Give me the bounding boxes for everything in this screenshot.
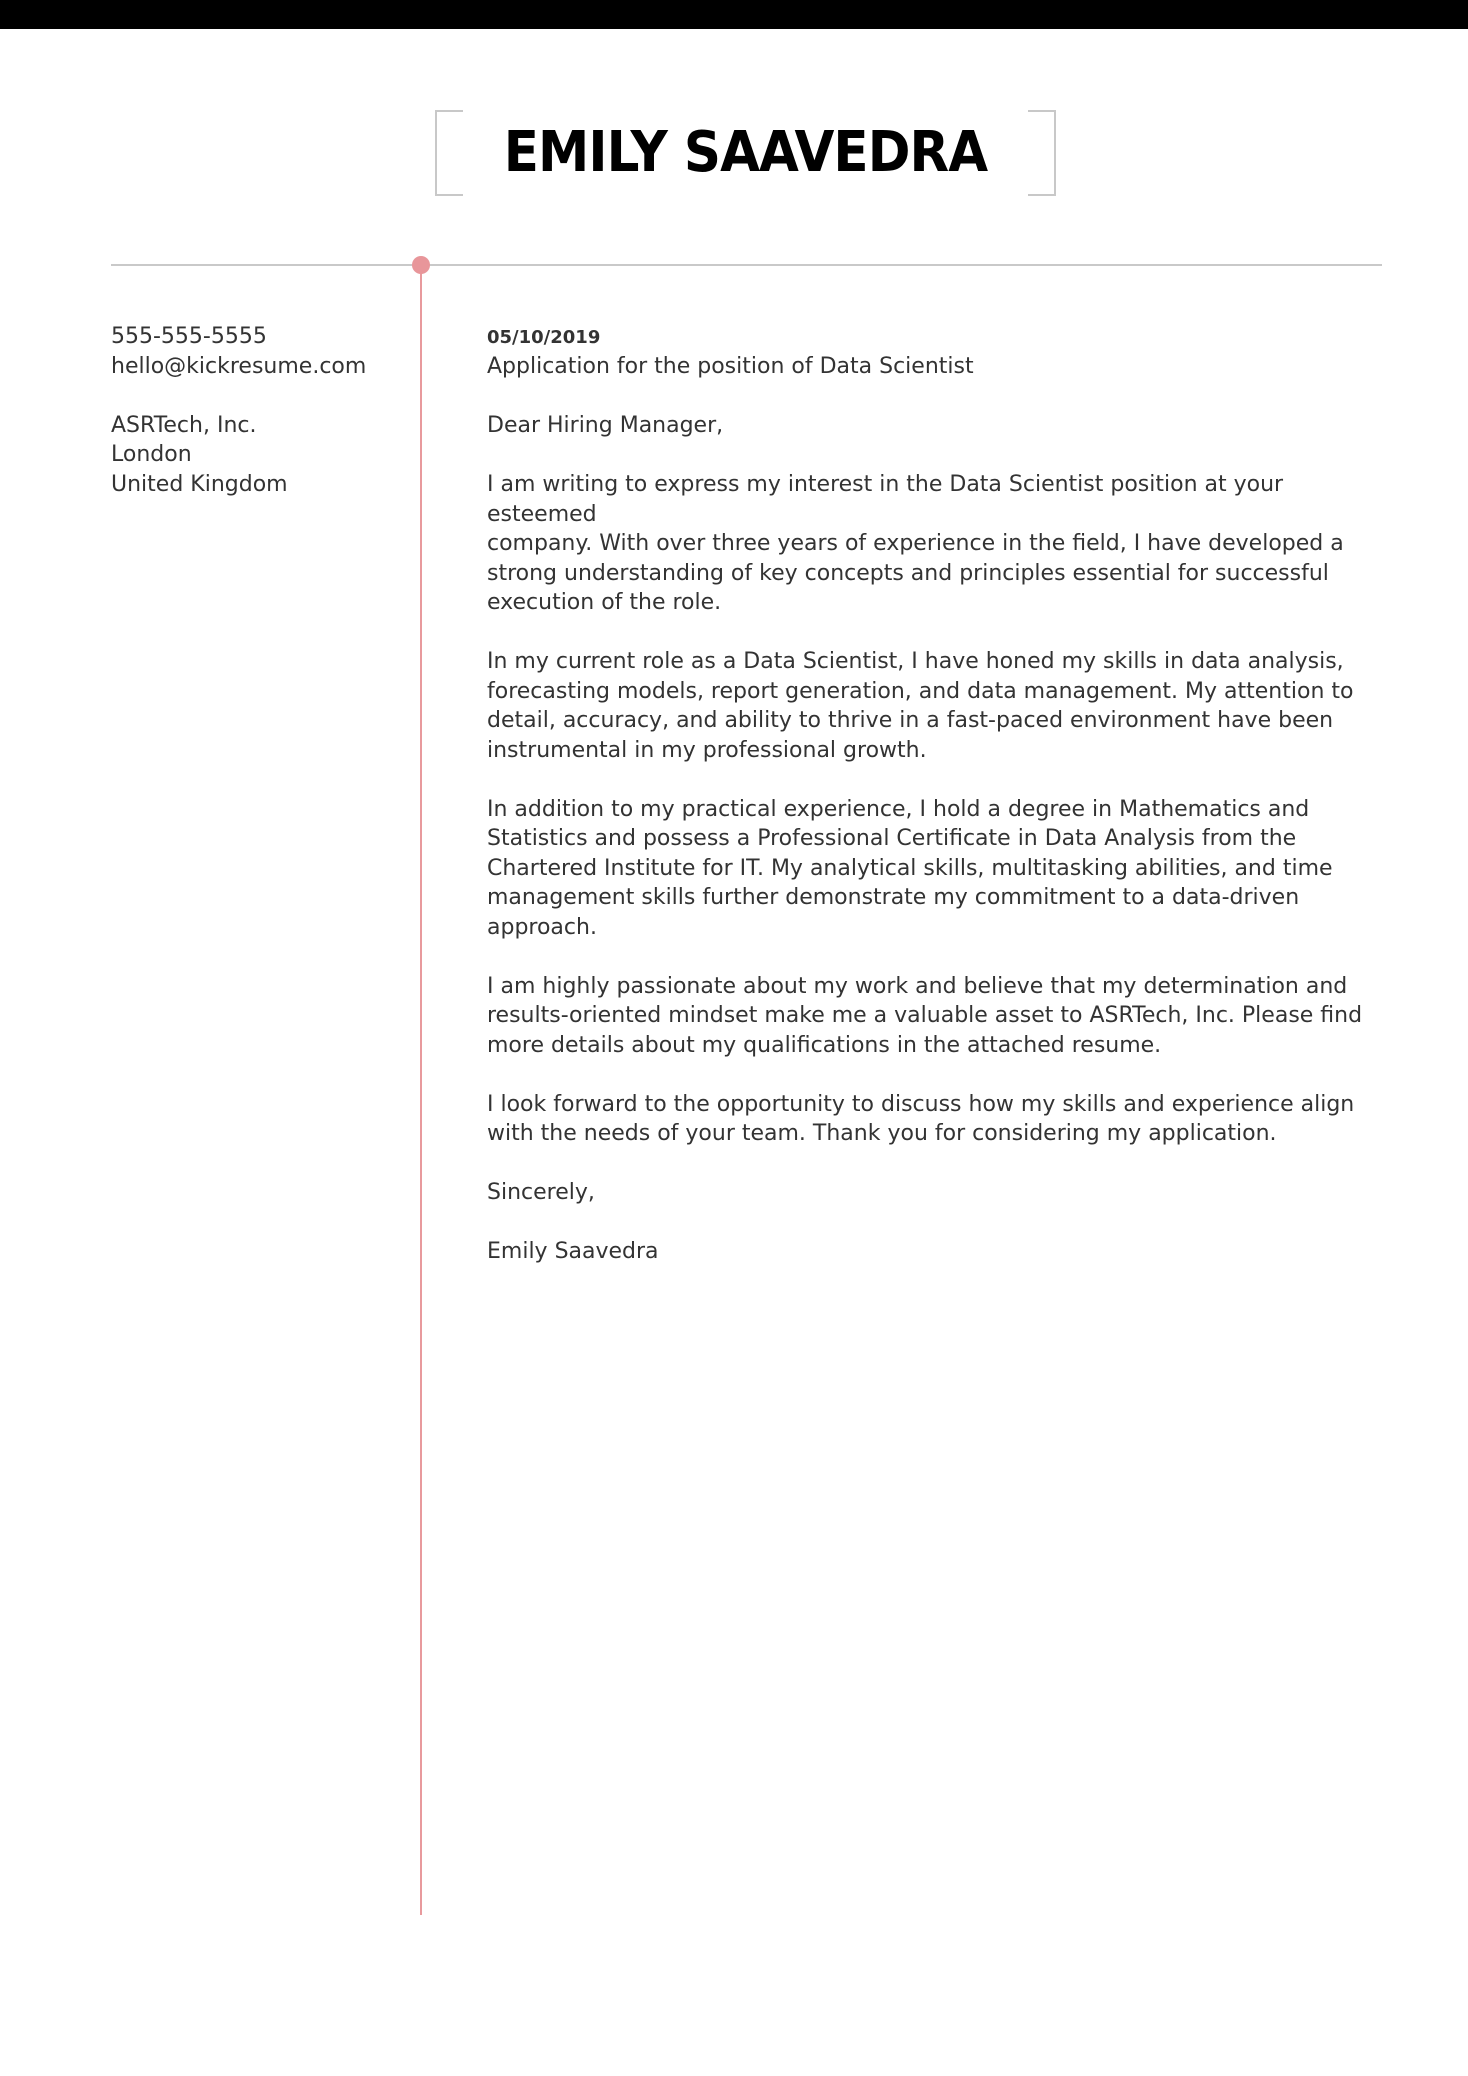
recipient-city: London: [111, 442, 192, 467]
letter-body: [487, 324, 1387, 1296]
letter-paragraph: I look forward to the opportunity to discuss how my skills and experience align with the needs of your team. Thank you for considering my application.: [487, 1091, 1355, 1146]
letter-paragraph: In addition to my practical experience, I hold a degree in Mathematics and Statistics and possess a Professional Certificate in Data Analysis from the Chartered Institute for IT. My analytical skills, multitasking abilities, and time management skills further demonstrate my commitment to a data-driven approach.: [487, 796, 1333, 940]
recipient-country: United Kingdom: [111, 471, 288, 497]
top-bar: [0, 0, 1468, 29]
letter-signature: Emily Saavedra: [487, 1239, 659, 1264]
divider-dot: [412, 256, 430, 274]
letter-paragraph: In my current role as a Data Scientist, I have honed my skills in data analysis, forecasting models, report generation, and data management. My attention to detail, accuracy, and ability to thrive in a fast-paced environment have been instrumental in my professional growth.: [487, 649, 1354, 763]
letter-paragraph: I am highly passionate about my work and believe that my determination and results-oriented mindset make me a valuable asset to ASRTech, Inc. Please find more details about my qualifications in the attached resume.: [487, 973, 1363, 1058]
horizontal-divider: [111, 264, 1382, 266]
right-bracket-decoration: [1028, 110, 1056, 196]
letter-subject: Application for the position of Data Scientist: [487, 354, 974, 379]
letter-closing: Sincerely,: [487, 1180, 595, 1205]
recipient-company: ASRTech, Inc.: [111, 412, 257, 438]
contact-sidebar: [111, 322, 401, 499]
contact-email: hello@kickresume.com: [111, 353, 367, 379]
vertical-divider: [420, 265, 422, 1915]
letter-date: 05/10/2019: [487, 327, 601, 348]
left-bracket-decoration: [435, 110, 463, 196]
letter-greeting: Dear Hiring Manager,: [487, 413, 724, 438]
contact-phone: 555-555-5555: [111, 324, 267, 349]
name-header: [435, 110, 1056, 196]
applicant-name: EMILY SAAVEDRA: [503, 120, 988, 185]
letter-paragraph: I am writing to express my interest in the Data Scientist position at your esteemed company. With over three years of experience in the field, I have developed a strong understanding of key concepts and principles essential for successful execution of the role.: [487, 472, 1344, 615]
